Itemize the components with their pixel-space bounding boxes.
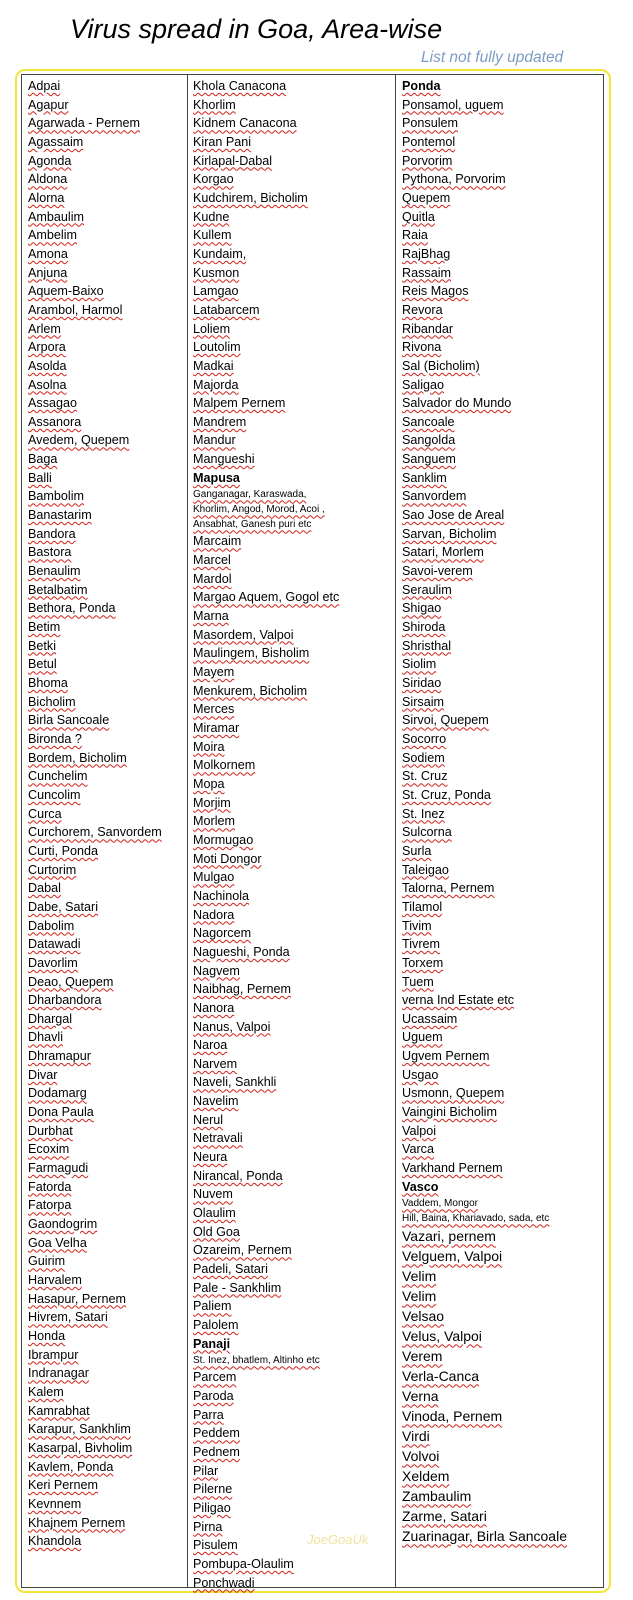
page-title: Virus spread in Goa, Area-wise	[70, 14, 443, 44]
area-entry: Curti, Ponda	[28, 843, 99, 858]
area-entry: Madkai	[193, 358, 234, 373]
area-entry: Marcel	[193, 553, 231, 568]
area-entry: Bethora, Ponda	[28, 601, 116, 616]
area-entry: Bironda ?	[28, 731, 82, 746]
area-entry: Tuem	[402, 974, 434, 989]
area-entry: Banastarim	[28, 508, 92, 523]
area-entry: Honda	[28, 1328, 66, 1343]
area-entry: Shiroda	[402, 620, 446, 635]
area-entry: Ponsamol, uguem	[402, 97, 504, 112]
area-entry: Dhramapur	[28, 1049, 91, 1064]
area-entry: Kusmon	[193, 265, 240, 280]
area-entry: Arambol, Harmol	[28, 302, 123, 317]
area-entry: Ambaulim	[28, 209, 84, 224]
area-entry: Quepem	[402, 190, 451, 205]
area-entry: Ganganagar, Karaswada,	[193, 489, 307, 501]
area-entry: Benaulim	[28, 564, 81, 579]
area-entry: Fatorpa	[28, 1198, 72, 1213]
area-entry: Malpem Pernem	[193, 396, 286, 411]
area-entry: Velim	[402, 1268, 437, 1285]
area-entry: Bandora	[28, 526, 76, 541]
area-entry: Kiran Pani	[193, 134, 252, 149]
area-entry: Avedem, Quepem	[28, 433, 130, 448]
area-entry: Davorlim	[28, 955, 78, 970]
area-entry: Narvem	[193, 1056, 238, 1071]
area-entry: Verna	[402, 1388, 439, 1405]
area-entry: Mangueshi	[193, 452, 255, 467]
area-entry: Fatorda	[28, 1179, 72, 1194]
area-entry: St. Inez, bhatlem, Altinho etc	[193, 1355, 320, 1367]
area-entry: Curchorem, Sanvordem	[28, 825, 162, 840]
area-entry: Khola Canacona	[193, 79, 287, 93]
area-entry: Ucassaim	[402, 1011, 458, 1026]
area-entry: Pythona, Porvorim	[402, 172, 506, 187]
area-entry: Nanus, Valpoi	[193, 1019, 271, 1034]
area-entry: Surla	[402, 843, 432, 858]
area-entry: Kevnnem	[28, 1496, 82, 1511]
area-entry: Porvorim	[402, 153, 453, 168]
area-entry: Betalbatim	[28, 582, 88, 597]
area-entry: Asolda	[28, 358, 67, 373]
area-entry: Sulcorna	[402, 825, 452, 840]
area-entry: Nagorcem	[193, 926, 252, 941]
area-entry: Assanora	[28, 414, 82, 429]
area-entry: Sirvoi, Quepem	[402, 713, 489, 728]
area-entry: Shristhal	[402, 638, 451, 653]
area-entry: Nagvem	[193, 963, 240, 978]
area-entry: Torxem	[402, 955, 444, 970]
area-entry: Khandola	[28, 1534, 82, 1549]
area-entry: Padeli, Satari	[193, 1262, 268, 1277]
area-entry: Seraulim	[402, 582, 452, 597]
area-entry: Durbhat	[28, 1123, 73, 1138]
area-entry: St. Cruz	[402, 769, 448, 784]
area-entry: Keri Pernem	[28, 1478, 98, 1493]
area-entry: Agassaim	[28, 134, 84, 149]
area-entry: Kamrabhat	[28, 1403, 90, 1418]
area-entry: Assagao	[28, 396, 78, 411]
area-entry: Agonda	[28, 153, 72, 168]
area-entry: Panaji	[193, 1336, 231, 1351]
area-entry: Salvador do Mundo	[402, 396, 512, 411]
area-entry: Sarvan, Bicholim	[402, 526, 497, 541]
area-entry: Dabal	[28, 881, 61, 896]
area-entry: Zuarinagar, Birla Sancoale	[402, 1528, 567, 1545]
area-entry: Parra	[193, 1407, 224, 1422]
area-entry: Khajnem Pernem	[28, 1515, 126, 1530]
area-entry: Savoi-verem	[402, 564, 473, 579]
area-entry: Olaulim	[193, 1206, 236, 1221]
area-entry: Pirna	[193, 1519, 223, 1534]
area-entry: Naroa	[193, 1038, 228, 1053]
area-entry: Moti Dongor	[193, 851, 262, 866]
area-entry: Amona	[28, 246, 68, 261]
area-entry: Molkornem	[193, 758, 256, 773]
area-entry: Sao Jose de Areal	[402, 508, 505, 523]
area-entry: Velim	[402, 1288, 437, 1305]
area-entry: Navelim	[193, 1094, 239, 1109]
area-entry: Anjuna	[28, 265, 68, 280]
area-entry: Harvalem	[28, 1273, 82, 1287]
area-entry: Revora	[402, 302, 443, 317]
area-entry: Ansabhat, Ganesh puri etc	[193, 519, 312, 531]
area-entry: Sal (Bicholim)	[402, 358, 480, 373]
area-column-2	[193, 77, 393, 1592]
area-entry: Guirim	[28, 1254, 66, 1269]
area-entry: Quitla	[402, 209, 435, 224]
area-entry: Siridao	[402, 676, 442, 690]
area-entry: Moira	[193, 739, 225, 754]
area-entry: Menkurem, Bicholim	[193, 683, 308, 698]
area-entry: Adpai	[28, 79, 61, 93]
area-entry: Zambaulim	[402, 1488, 472, 1505]
area-entry: Nagueshi, Ponda	[193, 944, 290, 959]
area-entry: Merces	[193, 702, 235, 717]
watermark: JoeGoaUk	[307, 1532, 369, 1547]
area-entry: Gaondogrim	[28, 1217, 98, 1232]
area-entry: Lamgao	[193, 284, 239, 299]
area-entry: Farmagudi	[28, 1161, 89, 1176]
area-entry: Velus, Valpoi	[402, 1328, 482, 1345]
area-entry: Neura	[193, 1150, 228, 1165]
area-entry: Betim	[28, 620, 61, 635]
area-entry: Curca	[28, 806, 62, 821]
area-entry: Ribandar	[402, 321, 454, 336]
area-entry: Majorda	[193, 377, 239, 392]
area-entry: Bicholim	[28, 694, 76, 709]
area-entry: Ibrampur	[28, 1347, 79, 1362]
area-entry: Verla-Canca	[402, 1368, 480, 1385]
area-entry: Ponda	[402, 79, 441, 93]
area-entry: Margao Aquem, Gogol etc	[193, 590, 340, 605]
area-entry: Dhargal	[28, 1011, 73, 1026]
area-entry: Agarwada - Pernem	[28, 116, 140, 131]
area-entry: Pontemol	[402, 134, 456, 149]
area-entry: Sanguem	[402, 452, 456, 467]
area-entry: Alorna	[28, 190, 65, 205]
area-entry: Divar	[28, 1067, 58, 1082]
area-entry: Kidnem Canacona	[193, 116, 297, 131]
area-entry: Korgao	[193, 172, 234, 187]
area-entry: Netravali	[193, 1131, 243, 1146]
area-entry: Kullem	[193, 228, 232, 243]
area-entry: St. Cruz, Ponda	[402, 787, 491, 802]
column-divider	[395, 75, 396, 1587]
area-entry: Piligao	[193, 1500, 231, 1515]
area-entry: Pombupa-Olaulim	[193, 1556, 294, 1571]
area-entry: Bhoma	[28, 676, 68, 690]
area-entry: Betul	[28, 657, 57, 672]
area-entry: Cuncolim	[28, 787, 81, 802]
area-entry: Kavlem, Ponda	[28, 1459, 114, 1474]
area-entry: Betki	[28, 638, 56, 653]
area-entry: Vazari, pernem	[402, 1228, 496, 1245]
area-entry: Kundaim,	[193, 246, 247, 261]
area-entry: Kalem	[28, 1384, 64, 1399]
area-entry: Dabe, Satari	[28, 899, 99, 914]
area-entry: Hasapur, Pernem	[28, 1291, 127, 1306]
area-entry: RajBhag	[402, 246, 451, 261]
area-entry: Aquem-Baixo	[28, 284, 104, 299]
area-entry: Velguem, Valpoi	[402, 1248, 503, 1265]
area-entry: Hill, Baina, Khariavado, sada, etc	[402, 1213, 550, 1225]
area-entry: Kasarpal, Bivholim	[28, 1440, 133, 1455]
area-entry: Pednem	[193, 1444, 240, 1459]
area-entry: Marcaim	[193, 534, 242, 549]
area-entry: Maulingem, Bisholim	[193, 646, 310, 661]
area-entry: Mormugao	[193, 832, 254, 847]
area-entry: Nachinola	[193, 888, 250, 903]
area-entry: Morlem	[193, 814, 235, 829]
area-entry: Usgao	[402, 1067, 439, 1082]
area-entry: Vinoda, Pernem	[402, 1408, 503, 1425]
area-entry: Morjim	[193, 795, 231, 810]
area-entry: Loliem	[193, 321, 231, 336]
area-entry: Hivrem, Satari	[28, 1310, 108, 1325]
area-entry: Pilar	[193, 1463, 219, 1478]
area-entry: Bordem, Bicholim	[28, 750, 127, 765]
area-entry: Baga	[28, 452, 58, 467]
area-entry: Bambolim	[28, 489, 84, 504]
area-entry: Taleigao	[402, 862, 449, 877]
area-entry: Verem	[402, 1348, 443, 1365]
area-entry: Paliem	[193, 1299, 232, 1314]
area-entry: Latabarcem	[193, 302, 260, 317]
area-entry: Parcem	[193, 1370, 237, 1385]
area-entry: Varkhand Pernem	[402, 1161, 503, 1176]
area-entry: Arlem	[28, 321, 61, 336]
area-entry: Zarme, Satari	[402, 1508, 487, 1525]
area-entry: Volvoi	[402, 1448, 440, 1465]
area-entry: Reis Magos	[402, 284, 469, 299]
area-entry: Ponchwadi	[193, 1575, 255, 1590]
area-entry: Rivona	[402, 340, 442, 355]
area-entry: Curtorim	[28, 862, 77, 877]
area-entry: Birla Sancoale	[28, 713, 110, 728]
area-entry: Datawadi	[28, 937, 81, 952]
area-entry: Velsao	[402, 1308, 445, 1325]
area-entry: Raia	[402, 228, 428, 243]
area-entry: Pilerne	[193, 1482, 233, 1497]
area-entry: Dhavli	[28, 1030, 63, 1045]
area-entry: Kirlapal-Dabal	[193, 153, 273, 168]
area-entry: Agapur	[28, 97, 69, 112]
area-entry: Pisulem	[193, 1538, 238, 1553]
area-entry: Vaddem, Mongor	[402, 1198, 478, 1210]
area-entry: Shigao	[402, 601, 442, 616]
area-entry: Mopa	[193, 776, 225, 791]
area-entry: Vaingini Bicholim	[402, 1105, 497, 1120]
area-entry: Ecoxim	[28, 1142, 70, 1157]
area-entry: Satari, Morlem	[402, 545, 484, 560]
area-entry: Virdi	[402, 1428, 430, 1445]
area-entry: Mandur	[193, 433, 236, 448]
area-entry: Varca	[402, 1142, 434, 1157]
area-entry: Bastora	[28, 545, 72, 560]
area-entry: Mardol	[193, 571, 232, 586]
area-entry: Asolna	[28, 377, 67, 392]
area-entry: Paroda	[193, 1388, 234, 1403]
area-entry: Cunchelim	[28, 769, 88, 784]
area-entry: Loutolim	[193, 340, 241, 355]
area-entry: Nerul	[193, 1112, 224, 1127]
area-entry: Dharbandora	[28, 993, 102, 1008]
area-entry: Mapusa	[193, 470, 240, 485]
area-entry: Indranagar	[28, 1366, 89, 1381]
area-entry: Peddem	[193, 1426, 240, 1441]
area-entry: Dodamarg	[28, 1086, 87, 1101]
area-entry: Mulgao	[193, 870, 235, 885]
area-entry: Usmonn, Quepem	[402, 1086, 505, 1101]
area-entry: Sodiem	[402, 750, 445, 765]
area-entry: Arpora	[28, 340, 66, 355]
area-entry: Uguem	[402, 1030, 443, 1045]
area-entry: Nirancal, Ponda	[193, 1168, 283, 1183]
area-entry: Aldona	[28, 172, 68, 187]
area-entry: Siolim	[402, 657, 437, 672]
area-entry: Dona Paula	[28, 1105, 94, 1120]
area-entry: Masordem, Valpoi	[193, 627, 294, 642]
area-entry: Kudne	[193, 209, 230, 224]
area-entry: Khorlim	[193, 97, 236, 112]
area-entry: Naveli, Sankhli	[193, 1075, 277, 1090]
area-column-3	[402, 77, 600, 1546]
area-entry: Xeldem	[402, 1468, 450, 1485]
area-table	[21, 74, 604, 1588]
area-entry: Sancoale	[402, 414, 455, 429]
area-entry: St. Inez	[402, 806, 445, 821]
area-entry: verna Ind Estate etc	[402, 993, 515, 1008]
area-entry: Sirsaim	[402, 694, 444, 709]
area-entry: Miramar	[193, 721, 240, 735]
area-entry: Socorro	[402, 731, 447, 746]
area-entry: Ponsulem	[402, 116, 459, 131]
area-entry: Saligao	[402, 377, 445, 392]
update-note: List not fully updated	[421, 49, 564, 66]
area-entry: Goa Velha	[28, 1235, 87, 1250]
area-entry: Kudchirem, Bicholim	[193, 190, 308, 205]
area-entry: Sanklim	[402, 470, 447, 485]
area-entry: Marna	[193, 609, 229, 624]
area-entry: Khorlim, Angod, Morod, Acoi ,	[193, 504, 325, 516]
area-entry: Dabolim	[28, 918, 75, 933]
area-entry: Naibhag, Pernem	[193, 982, 292, 997]
area-entry: Karapur, Sankhlim	[28, 1422, 131, 1437]
area-entry: Tilamol	[402, 899, 443, 914]
area-entry: Mayem	[193, 665, 235, 680]
area-entry: Nanora	[193, 1000, 235, 1015]
area-entry: Ozareim, Pernem	[193, 1243, 292, 1258]
area-entry: Vasco	[402, 1179, 439, 1194]
area-entry: Tivrem	[402, 937, 441, 952]
area-entry: Ambelim	[28, 228, 77, 243]
area-entry: Palolem	[193, 1318, 239, 1332]
area-entry: Talorna, Pernem	[402, 881, 495, 896]
area-entry: Mandrem	[193, 414, 247, 429]
area-entry: Nadora	[193, 907, 235, 922]
area-entry: Ugvem Pernem	[402, 1049, 490, 1064]
area-entry: Old Goa	[193, 1224, 240, 1239]
area-entry: Tivim	[402, 918, 432, 933]
area-entry: Sanvordem	[402, 489, 467, 504]
area-entry: Rassaim	[402, 265, 451, 280]
area-entry: Balli	[28, 470, 52, 485]
area-entry: Pale - Sankhlim	[193, 1280, 282, 1295]
area-entry: Nuvem	[193, 1187, 233, 1202]
area-entry: Deao, Quepem	[28, 974, 114, 989]
area-entry: Sangolda	[402, 433, 456, 448]
area-column-1	[28, 77, 188, 1551]
area-entry: Valpoi	[402, 1123, 437, 1138]
